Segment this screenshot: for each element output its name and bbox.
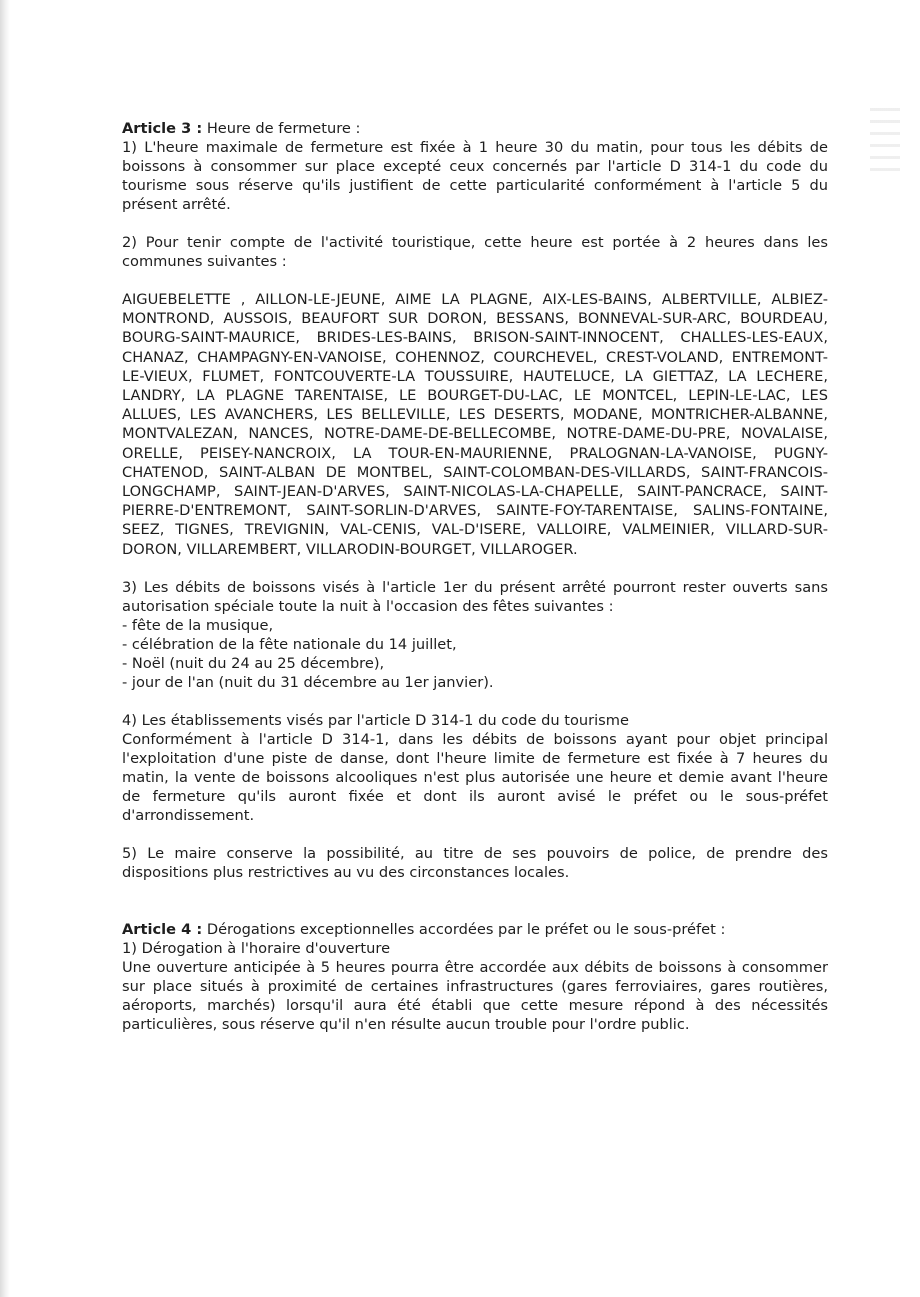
article-3-label: Article 3 : <box>122 120 203 137</box>
communes-list: AIGUEBELETTE , AILLON-LE-JEUNE, AIME LA PLAGNE, AIX-LES-BAINS, ALBERTVILLE, ALBIEZ-MONTROND, AUSSOIS, BEAUFORT SUR DORON, BESSANS, BONNEVAL-SUR-ARC, BOURDEAU, BOURG-SAINT-MAURICE, BRIDES-LES-BAINS, BRISON-SAINT-INNOCENT, CHALLES-LES-EAUX, CHANAZ, CHAMPAGNY-EN-VANOISE, COHENNOZ, COURCHEVEL, CREST-VOLAND, ENTREMONT-LE-VIEUX, FLUMET, FONTCOUVERTE-LA TOUSSUIRE, HAUTELUCE, LA GIETTAZ, LA LECHERE, LANDRY, LA PLAGNE TARENTAISE, LE BOURGET-DU-LAC, LE MONTCEL, LEPIN-LE-LAC, LES ALLUES, LES AVANCHERS, LES BELLEVILLE, LES DESERTS, MODANE, MONTRICHER-ALBANNE, MONTVALEZAN, NANCES, NOTRE-DAME-DE-BELLECOMBE, NOTRE-DAME-DU-PRE, NOVALAISE, ORELLE, PEISEY-NANCROIX, LA TOUR-EN-MAURIENNE, PRALOGNAN-LA-VANOISE, PUGNY-CHATENOD, SAINT-ALBAN DE MONTBEL, SAINT-COLOMBAN-DES-VILLARDS, SAINT-FRANCOIS-LONGCHAMP, SAINT-JEAN-D'ARVES, SAINT-NICOLAS-LA-CHAPELLE, SAINT-PANCRACE, SAINT-PIERRE-D'ENTREMONT, SAINT-SORLIN-D'ARVES, SAINTE-FOY-TARENTAISE, SALINS-FONTAINE, SEEZ, TIGNES, TREVIGNIN, VAL-CENIS, VAL-D'ISERE, VALLOIRE, VALMEINIER, VILLARD-SUR-DORON, VILLAREMBERT, VILLARODIN-BOURGET, VILLAROGER. <box>122 291 828 558</box>
article-3-paragraph-3: 3) Les débits de boissons visés à l'article 1er du présent arrêté pourront rester ouverts sans autorisation spéciale toute la nuit à l'occasion des fêtes suivantes : <box>122 578 828 615</box>
article-3-title: Heure de fermeture : <box>202 120 361 137</box>
article-4-title: Dérogations exceptionnelles accordées par le préfet ou le sous-préfet : <box>202 920 726 938</box>
document-page <box>122 119 828 1034</box>
article-3-paragraph-5: 5) Le maire conserve la possibilité, au titre de ses pouvoirs de police, de prendre des dispositions plus restrictives au vu des circonstances locales. <box>122 844 828 881</box>
article-3-paragraph-2: 2) Pour tenir compte de l'activité touristique, cette heure est portée à 2 heures dans les communes suivantes : <box>122 234 828 270</box>
holiday-item: - célébration de la fête nationale du 14 juillet, <box>122 635 457 653</box>
article-3-paragraph-4-title: 4) Les établissements visés par l'article D 314-1 du code du tourisme <box>122 711 629 729</box>
holiday-item: - Noël (nuit du 24 au 25 décembre), <box>122 654 385 672</box>
article-3-paragraph-1: 1) L'heure maximale de fermeture est fixée à 1 heure 30 du matin, pour tous les débits de boissons à consommer sur place excepté ceux concernés par l'article D 314-1 du code du tourisme sous réserve qu'ils justifient de cette particularité conformément à l'article 5 du présent arrêté. <box>122 139 828 213</box>
article-4-paragraph-1-title: 1) Dérogation à l'horaire d'ouverture <box>122 939 391 957</box>
article-4-label: Article 4 : <box>122 920 203 938</box>
article-4-heading <box>122 920 828 939</box>
holiday-item: - fête de la musique, <box>122 616 274 634</box>
article-3-heading <box>122 119 828 138</box>
holiday-item: - jour de l'an (nuit du 31 décembre au 1er janvier). <box>122 673 494 691</box>
article-3-paragraph-4-body: Conformément à l'article D 314-1, dans les débits de boissons ayant pour objet principal l'exploitation d'une piste de danse, dont l'heure limite de fermeture est fixée à 7 heures du matin, la vente de boissons alcooliques n'est plus autorisée une heure et demie avant l'heure de fermeture qu'ils auront fixée et dont ils auront avisé le préfet ou le sous-préfet d'arrondissement. <box>122 730 828 824</box>
bleed-through-mark <box>870 108 900 178</box>
scan-edge-shadow <box>0 0 10 1297</box>
article-4-paragraph-1-body: Une ouverture anticipée à 5 heures pourra être accordée aux débits de boissons à consommer sur place situés à proximité de certaines infrastructures (gares ferroviaires, gares routières, aéroports, marchés) lorsqu'il aura été établi que cette mesure répond à des nécessités particulières, sous réserve qu'il n'en résulte aucun trouble pour l'ordre public. <box>122 958 828 1033</box>
